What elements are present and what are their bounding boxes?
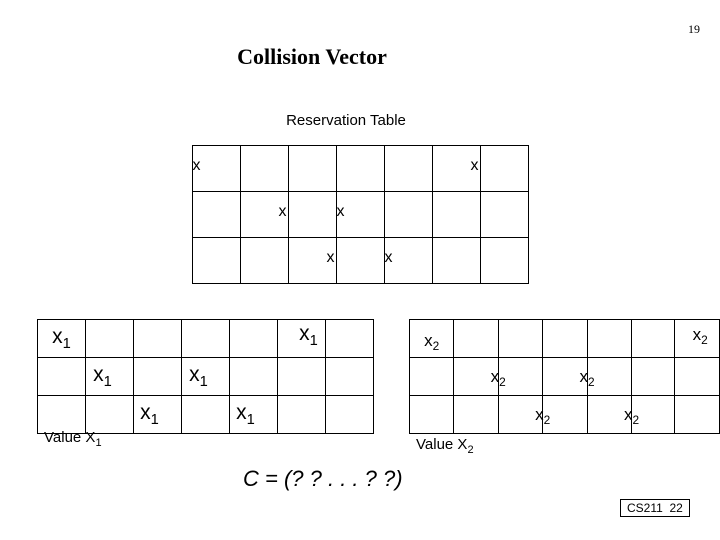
- reservation-cell: [433, 146, 481, 192]
- reservation-row: [193, 146, 529, 192]
- reservation-cell: [433, 192, 481, 238]
- value-x1-mark: $x_1$: [189, 362, 208, 391]
- value-x1-cell: [134, 396, 182, 434]
- value-x2-row: [410, 358, 720, 396]
- value-x2-cell: [587, 320, 631, 358]
- reservation-row: [193, 238, 529, 284]
- value-x2-cell: [410, 358, 454, 396]
- value-x2-cell: [410, 320, 454, 358]
- value-x1-table: [37, 319, 374, 434]
- value-x2-mark: $x_2$: [535, 405, 551, 428]
- reservation-cell: [385, 146, 433, 192]
- value-x1-row: [38, 358, 374, 396]
- value-x1-label: [44, 429, 102, 449]
- value-x2-cell: [632, 358, 675, 396]
- reservation-cell: [289, 192, 337, 238]
- value-x1-cell: [230, 396, 278, 434]
- value-x2-cell: [454, 320, 498, 358]
- value-x1-cell: [278, 396, 326, 434]
- value-x1-mark: $x_1$: [140, 400, 159, 429]
- value-x2-mark: $x_2$: [623, 405, 640, 428]
- value-x2-cell: [675, 396, 720, 434]
- value-x1-cell: [38, 358, 86, 396]
- reservation-cell: [289, 238, 337, 284]
- value-x1-cell: [326, 396, 374, 434]
- value-x2-mark: $x_2$: [579, 367, 595, 390]
- value-x1-cell: [86, 320, 134, 358]
- value-x1-cell: [38, 396, 86, 434]
- reservation-cell: [241, 192, 289, 238]
- value-x2-cell: [587, 396, 640, 434]
- reservation-mark: x: [384, 248, 393, 266]
- reservation-mark: x: [470, 156, 479, 174]
- reservation-mark: x: [278, 202, 287, 220]
- value-x1-cell: [230, 358, 278, 396]
- value-x2-cell: [632, 320, 675, 358]
- value-x1-mark: $x_1$: [299, 321, 318, 350]
- value-x2-subscript: 2: [467, 444, 474, 456]
- value-x2-mark: $x_2$: [490, 367, 506, 390]
- reservation-cell: [481, 146, 529, 192]
- value-x1-cell: [182, 396, 230, 434]
- value-x2-table: [409, 319, 720, 434]
- value-x1-subscript: 1: [95, 437, 102, 449]
- value-x1-mark: $x_1$: [93, 362, 112, 391]
- reservation-cell: [385, 238, 433, 284]
- value-x2-text: Value X: [416, 436, 468, 453]
- value-x1-cell: [230, 320, 278, 358]
- value-x2-cell: [675, 320, 720, 358]
- page-number: 19: [688, 22, 700, 36]
- reservation-cell: [241, 146, 289, 192]
- reservation-cell: [481, 238, 529, 284]
- value-x2-mark: $x_2$: [424, 331, 440, 354]
- reservation-row: [193, 192, 529, 238]
- reservation-table: [192, 145, 529, 284]
- value-x2-cell: [454, 358, 506, 396]
- footer-label: [620, 499, 690, 517]
- value-x1-cell: [278, 358, 326, 396]
- reservation-table-title: Reservation Table: [286, 112, 406, 129]
- reservation-mark: x: [326, 248, 335, 266]
- value-x2-mark: $x_2$: [692, 325, 708, 348]
- value-x1-cell: [86, 358, 134, 396]
- value-x1-cell: [182, 358, 230, 396]
- value-x1-cell: [86, 396, 134, 434]
- value-x2-cell: [543, 358, 595, 396]
- value-x1-cell: [38, 320, 86, 358]
- reservation-cell: [385, 192, 433, 238]
- reservation-cell: [193, 146, 241, 192]
- value-x1-row: [38, 320, 374, 358]
- value-x2-cell: [498, 320, 542, 358]
- slide-title: Collision Vector: [237, 44, 387, 69]
- value-x2-cell: [543, 320, 587, 358]
- reservation-mark: x: [192, 156, 201, 174]
- reservation-cell: [289, 146, 337, 192]
- reservation-cell: [193, 238, 241, 284]
- reservation-cell: [337, 238, 385, 284]
- value-x1-row: [38, 396, 374, 434]
- value-x2-label: [416, 436, 474, 456]
- value-x1-cell: [182, 320, 230, 358]
- value-x1-cell: [326, 320, 374, 358]
- reservation-cell: [337, 146, 385, 192]
- value-x2-cell: [410, 396, 454, 434]
- value-x2-row: [410, 396, 720, 434]
- value-x1-mark: $x_1$: [52, 324, 71, 353]
- reservation-cell: [481, 192, 529, 238]
- collision-vector-formula: C = (? ? . . . ? ?): [243, 466, 403, 491]
- reservation-mark: x: [336, 202, 345, 220]
- value-x2-cell: [675, 358, 720, 396]
- value-x2-cell: [498, 396, 551, 434]
- value-x1-cell: [278, 320, 326, 358]
- footer-slide: 22: [669, 501, 683, 515]
- value-x1-cell: [134, 358, 182, 396]
- reservation-cell: [337, 192, 385, 238]
- value-x2-cell: [454, 396, 498, 434]
- value-x1-mark: $x_1$: [236, 400, 255, 429]
- value-x1-cell: [134, 320, 182, 358]
- footer-course: CS211: [627, 501, 663, 515]
- value-x2-row: [410, 320, 720, 358]
- value-x1-cell: [326, 358, 374, 396]
- reservation-cell: [241, 238, 289, 284]
- reservation-cell: [433, 238, 481, 284]
- value-x1-text: Value X: [44, 429, 96, 446]
- reservation-cell: [193, 192, 241, 238]
